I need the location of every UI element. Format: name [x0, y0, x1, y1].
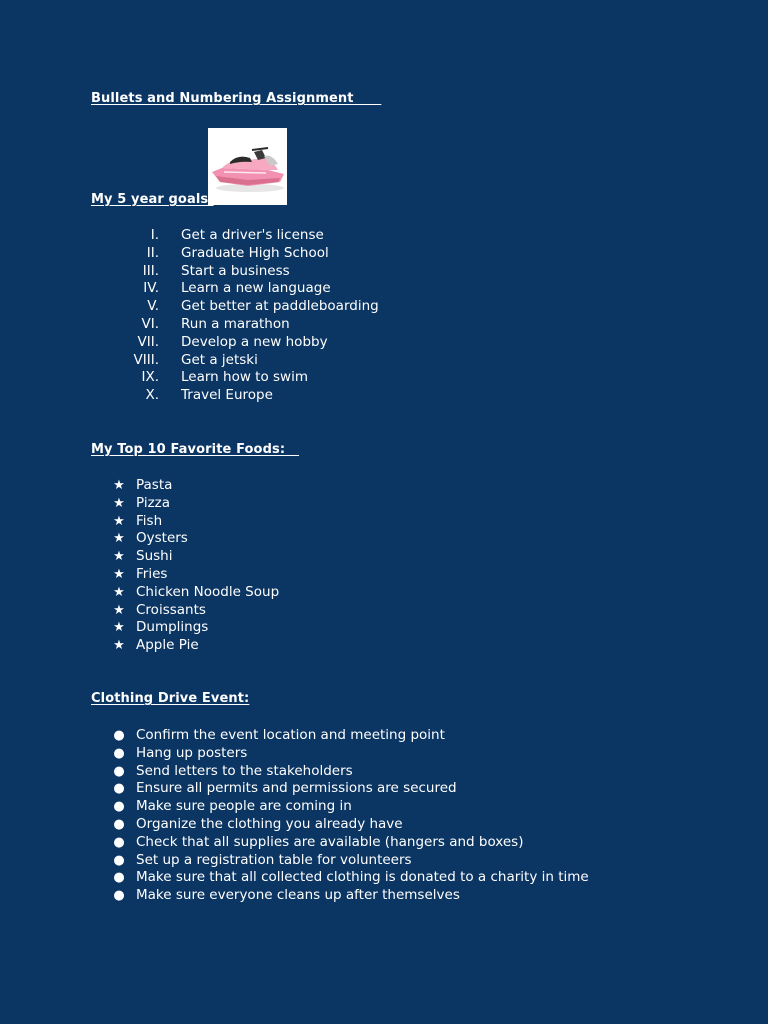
star-bullet-icon: ★ [113, 584, 125, 600]
circle-bullet-icon: ● [113, 745, 125, 761]
list-item-text: Learn a new language [181, 280, 331, 297]
list-item-text: Hang up posters [136, 744, 248, 761]
document-title: Bullets and Numbering Assignment [91, 91, 382, 106]
circle-bullet-icon: ● [113, 728, 125, 743]
circle-bullet-icon: ● [113, 852, 125, 868]
star-bullet-icon: ★ [113, 602, 125, 618]
circle-bullet-icon: ● [113, 834, 125, 850]
list-item-text: Get better at paddleboarding [181, 298, 379, 315]
list-marker: V. [147, 298, 159, 315]
list-item-text: Pizza [136, 494, 171, 511]
star-bullet-icon: ★ [113, 478, 125, 493]
list-marker: II. [146, 244, 159, 261]
list-item-text: Oysters [136, 530, 188, 547]
list-item-text: Get a jetski [181, 351, 258, 368]
list-item-text: Fish [136, 512, 163, 529]
star-bullet-icon: ★ [113, 638, 125, 654]
list-item-text: Get a driver's license [181, 227, 324, 243]
list-item-text: Apple Pie [136, 637, 199, 654]
list-item-text: Ensure all permits and permissions are secured [136, 780, 457, 797]
circle-bullet-icon: ● [113, 816, 125, 832]
list-item-text: Confirm the event location and meeting point [136, 727, 445, 743]
list-marker: IV. [143, 280, 159, 297]
list-item-text: Dumplings [136, 619, 209, 636]
list-item-text: Check that all supplies are available (hangers and boxes) [136, 833, 524, 850]
star-bullet-icon: ★ [113, 620, 125, 636]
jetski-icon [208, 128, 287, 205]
list-item-text: Graduate High School [181, 244, 329, 261]
list-item-text: Set up a registration table for volunteers [136, 851, 412, 868]
list-item-text: Organize the clothing you already have [136, 815, 403, 832]
list-item-text: Sushi [136, 548, 173, 565]
foods-heading: My Top 10 Favorite Foods: [91, 442, 300, 457]
list-item-text: Make sure everyone cleans up after themselves [136, 887, 460, 904]
list-marker: X. [145, 387, 159, 404]
list-item-text: Fries [136, 565, 168, 582]
star-bullet-icon: ★ [113, 566, 125, 582]
list-item-text: Make sure people are coming in [136, 798, 352, 815]
circle-bullet-icon: ● [113, 781, 125, 797]
circle-bullet-icon: ● [113, 870, 125, 886]
list-marker: VIII. [133, 351, 159, 368]
circle-bullet-icon: ● [113, 888, 125, 904]
list-item-text: Run a marathon [181, 315, 290, 332]
star-bullet-icon: ★ [113, 495, 125, 511]
list-marker: III. [142, 262, 159, 279]
list-item-text: Start a business [181, 262, 290, 279]
list-item-text: Croissants [136, 601, 206, 618]
goals-heading: My 5 year goals: [91, 192, 214, 207]
list-item-text: Chicken Noodle Soup [136, 583, 280, 600]
circle-bullet-icon: ● [113, 799, 125, 815]
star-bullet-icon: ★ [113, 531, 125, 547]
star-bullet-icon: ★ [113, 513, 125, 529]
circle-bullet-icon: ● [113, 763, 125, 779]
list-marker: IX. [141, 369, 159, 386]
jetski-image [208, 128, 287, 205]
list-item-text: Develop a new hobby [181, 333, 328, 350]
list-item-text: Make sure that all collected clothing is donated to a charity in time [136, 869, 589, 886]
list-item-text: Pasta [136, 477, 173, 493]
list-item-text: Send letters to the stakeholders [136, 762, 353, 779]
clothing-heading: Clothing Drive Event: [91, 691, 250, 706]
list-marker: I. [150, 227, 159, 243]
list-marker: VII. [137, 333, 159, 350]
list-item-text: Learn how to swim [181, 369, 308, 386]
list-item-text: Travel Europe [181, 387, 273, 404]
star-bullet-icon: ★ [113, 549, 125, 565]
list-marker: VI. [141, 315, 159, 332]
